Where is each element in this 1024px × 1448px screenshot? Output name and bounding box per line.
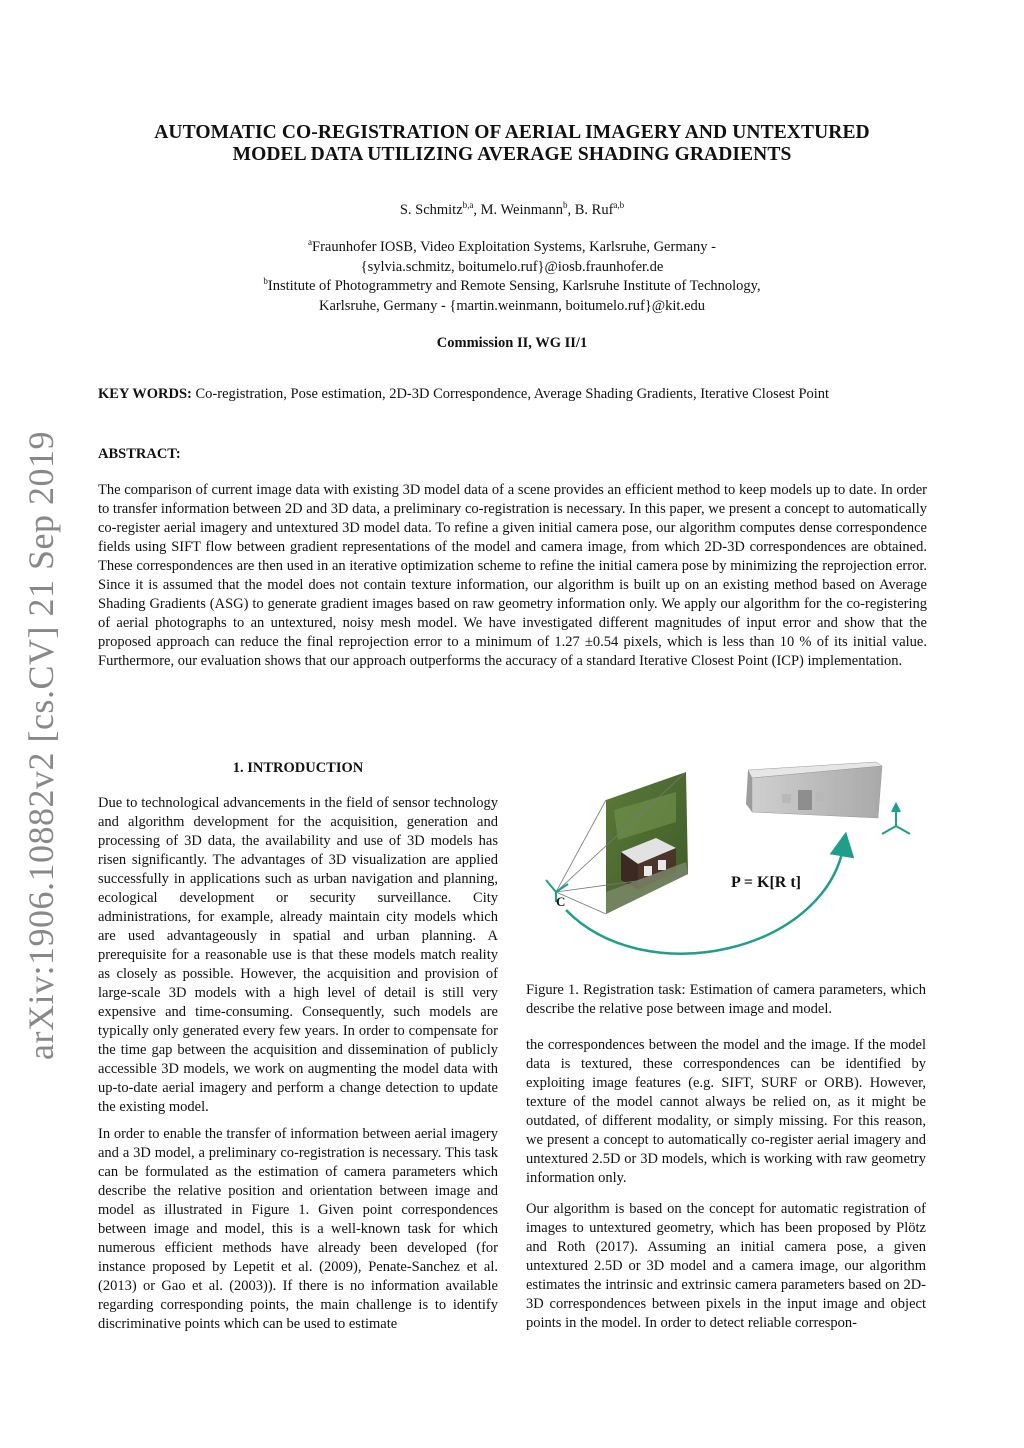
title-line-1: AUTOMATIC CO-REGISTRATION OF AERIAL IMAGERY AND UNTEXTURED xyxy=(154,122,870,143)
keywords-label: KEY WORDS: xyxy=(98,386,192,402)
author-2: , M. Weinmann xyxy=(473,202,563,218)
figure-1-illustration xyxy=(526,752,926,972)
author-3: , B. Ruf xyxy=(567,202,614,218)
arxiv-stamp: arXiv:1906.10882v2 [cs.CV] 21 Sep 2019 xyxy=(21,431,61,1060)
affiliations xyxy=(0,238,1024,316)
camera-label: C xyxy=(556,894,566,909)
affil-b-marker: b xyxy=(263,276,268,286)
affil-a-line-1: Fraunhofer IOSB, Video Exploitation Systems, Karlsruhe, Germany - xyxy=(312,239,716,255)
intro-paragraph-1: Due to technological advancements in the field of sensor technology and algorithm development for the acquisition, generation and processing of 3D data, the availability and use of 3D models has risen significantly. The advantages of 3D visualization are applied successfully in applications such as urban navigation and planning, ecological development or security surveillance. City administrations, for example, already maintain city models which are used advantageously in spatial and urban planning. A prerequisite for a reasonable use is that these models match reality as closely as possible. However, the acquisition and provision of large-scale 3D models with a high level of detail is still very expensive and time-consuming. Consequently, such models are typically only generated every few years. In order to compensate for the time gap between the acquisition and dissemination of publicly accessible 3D models, we work on augmenting the model data with up-to-date aerial imagery and perform a change detection to update the existing model. xyxy=(98,795,498,1115)
intro-paragraph-3: the correspondences between the model and the image. If the model data is textured, these correspondences can be identified by exploiting image features (e.g. SIFT, SURF or ORB). However, texture of the model cannot always be relied on, as it might be outdated, of different modality, or simply missing. For this reason, we present a concept to automatically co-register aerial imagery and untextured 2.5D or 3D models, which is working with raw geometry information only. xyxy=(526,1037,926,1186)
paper-title xyxy=(0,122,1024,166)
affil-b-line-2: Karlsruhe, Germany - {martin.weinmann, boitumelo.ruf}@kit.edu xyxy=(318,297,706,314)
figure-1 xyxy=(526,752,926,972)
section-heading-introduction: 1. INTRODUCTION xyxy=(232,760,364,776)
author-2-affil: b xyxy=(563,200,568,210)
aerial-photo xyxy=(606,772,688,914)
figure-1-caption: Figure 1. Registration task: Estimation of camera parameters, which describe the relative pose between image and model. xyxy=(526,982,926,1017)
author-list xyxy=(0,201,1024,221)
model-axes-icon xyxy=(882,804,910,834)
affil-a-line-2: {sylvia.schmitz, boitumelo.ruf}@iosb.fraunhofer.de xyxy=(360,258,664,275)
commission: Commission II, WG II/1 xyxy=(436,335,588,351)
abstract-heading: ABSTRACT: xyxy=(98,446,181,462)
intro-paragraph-2: In order to enable the transfer of information between aerial imagery and a 3D model, a preliminary co-registration is necessary. This task can be formulated as the estimation of camera parameters which describe the relative position and orientation between image and model as illustrated in Figure 1. Given point correspondences between image and model, this is a well-known task for which numerous efficient methods have already been developed (for instance proposed by Lepetit et al. (2009), Penate-Sanchez et al. (2013) or Gao et al. (2003)). If there is no information available regarding corresponding points, the main challenge is to identify discriminative points which can be used to estimate xyxy=(98,1126,498,1332)
affil-a-marker: a xyxy=(308,237,312,247)
author-3-affil: a,b xyxy=(613,200,625,210)
keywords xyxy=(98,385,927,404)
mesh-model xyxy=(746,762,882,818)
projection-equation: P = K[R t] xyxy=(731,874,801,891)
affil-b-line-1: Institute of Photogrammetry and Remote Sensing, Karlsruhe Institute of Technology, xyxy=(267,278,761,294)
author-1: S. Schmitz xyxy=(399,202,463,218)
title-line-2: MODEL DATA UTILIZING AVERAGE SHADING GRADIENTS xyxy=(232,144,792,165)
abstract-body: The comparison of current image data with existing 3D model data of a scene provides an efficient method to keep models up to date. In order to transfer information between 2D and 3D data, a preliminary co-registration is necessary. In this paper, we present a concept to automatically co-register aerial imagery and untextured 3D model data. To refine a given initial camera pose, our algorithm computes dense correspondence fields using SIFT flow between gradient representations of the model and camera image, from which 2D-3D correspondences are obtained. These correspondences are then used in an iterative optimization scheme to refine the initial camera pose by minimizing the reprojection error. Since it is assumed that the model does not contain texture information, our algorithm is built up on an existing method based on Average Shading Gradients (ASG) to generate gradient images based on raw geometry information only. We apply our algorithm for the co-registering of aerial photographs to an untextured, noisy mesh model. We have investigated different magnitudes of input error and show that the proposed approach can reduce the final reprojection error to a minimum of 1.27 ±0.54 pixels, which is less than 10 % of its initial value. Furthermore, our evaluation shows that our approach outperforms the accuracy of a standard Iterative Closest Point (ICP) implementation. xyxy=(98,482,927,669)
author-1-affil: b,a xyxy=(462,200,474,210)
keywords-text: Co-registration, Pose estimation, 2D-3D Correspondence, Average Shading Gradients, Iterative Closest Point xyxy=(191,386,830,402)
intro-paragraph-4: Our algorithm is based on the concept for automatic registration of images to untextured geometry, which has been proposed by Plötz and Roth (2017). Assuming an initial camera pose, a given untextured 2.5D or 3D model and a camera image, our algorithm estimates the intrinsic and extrinsic camera parameters based on 2D-3D correspondences between pixels in the input image and object points in the model. In order to detect reliable correspon- xyxy=(526,1201,926,1331)
